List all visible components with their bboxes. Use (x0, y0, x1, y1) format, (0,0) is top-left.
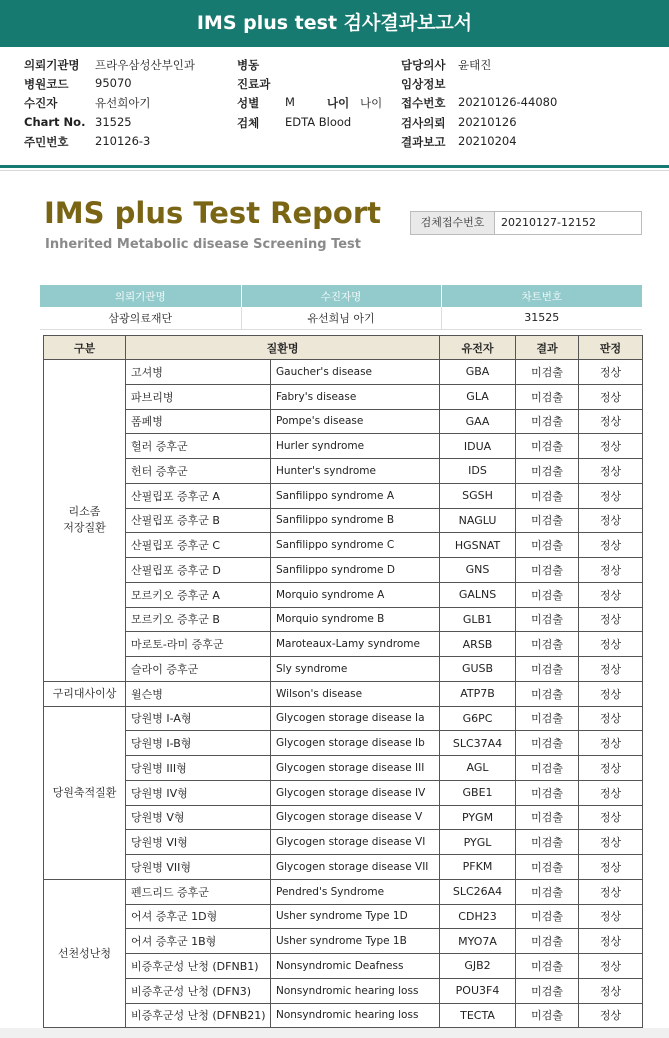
request-date-value: 20210126 (458, 115, 517, 129)
ward-label: 병동 (237, 58, 260, 72)
disease-korean-cell: 당원병 V형 (126, 805, 271, 830)
gene-cell: SGSH (440, 483, 516, 508)
specimen-value: EDTA Blood (285, 115, 352, 129)
result-cell: 미검출 (516, 434, 579, 459)
table-row (44, 558, 643, 583)
col-header-gene: 유전자 (440, 336, 516, 360)
table-row (44, 904, 643, 929)
table-row (44, 731, 643, 756)
info-value-hospital: 삼광의료재단 (40, 307, 241, 329)
result-cell: 미검출 (516, 409, 579, 434)
disease-korean-cell: 윌슨병 (126, 681, 271, 706)
disease-english-cell: Glycogen storage disease III (271, 756, 440, 781)
gene-cell: HGSNAT (440, 533, 516, 558)
result-cell: 미검출 (516, 706, 579, 731)
age-value: 나이 (360, 96, 383, 110)
disease-english-cell: Gaucher's disease (271, 360, 440, 385)
judgement-cell: 정상 (579, 434, 643, 459)
result-cell: 미검출 (516, 360, 579, 385)
gene-cell: GJB2 (440, 954, 516, 979)
disease-english-cell: Glycogen storage disease V (271, 805, 440, 830)
disease-korean-cell: 산필립포 증후군 A (126, 483, 271, 508)
table-row (44, 384, 643, 409)
gene-cell: PYGL (440, 830, 516, 855)
requester-info-table (40, 285, 642, 330)
table-row (44, 805, 643, 830)
sex-value: M (285, 95, 295, 109)
gene-cell: MYO7A (440, 929, 516, 954)
judgement-cell: 정상 (579, 384, 643, 409)
specimen-receipt-box (410, 211, 642, 235)
disease-korean-cell: 슬라이 증후군 (126, 657, 271, 682)
result-cell: 미검출 (516, 657, 579, 682)
judgement-cell: 정상 (579, 459, 643, 484)
gene-cell: ATP7B (440, 681, 516, 706)
result-cell: 미검출 (516, 978, 579, 1003)
judgement-cell: 정상 (579, 508, 643, 533)
result-cell: 미검출 (516, 459, 579, 484)
page-bottom-edge (0, 1028, 669, 1038)
info-header-hospital: 의뢰기관명 (40, 285, 241, 307)
table-row (44, 929, 643, 954)
gene-cell: IDUA (440, 434, 516, 459)
table-row (44, 780, 643, 805)
disease-korean-cell: 고셔병 (126, 360, 271, 385)
hospital-code-value: 95070 (95, 76, 132, 90)
category-cell: 선천성난청 (44, 879, 126, 1028)
col-header-category: 구분 (44, 336, 126, 360)
hospital-code-label: 병원코드 (24, 77, 69, 91)
disease-korean-cell: 헌터 증후군 (126, 459, 271, 484)
disease-korean-cell: 당원병 IV형 (126, 780, 271, 805)
result-cell: 미검출 (516, 508, 579, 533)
hospital-label: 의뢰기관명 (24, 58, 80, 72)
judgement-cell: 정상 (579, 756, 643, 781)
report-subtitle: Inherited Metabolic disease Screening Test (45, 237, 362, 252)
result-cell: 미검출 (516, 879, 579, 904)
table-row (44, 360, 643, 385)
receipt-no-label: 접수번호 (401, 96, 446, 110)
disease-english-cell: Sanfilippo syndrome C (271, 533, 440, 558)
disease-english-cell: Morquio syndrome B (271, 607, 440, 632)
result-cell: 미검출 (516, 632, 579, 657)
result-cell: 미검출 (516, 805, 579, 830)
disease-korean-cell: 당원병 VI형 (126, 830, 271, 855)
judgement-cell: 정상 (579, 879, 643, 904)
judgement-cell: 정상 (579, 360, 643, 385)
judgement-cell: 정상 (579, 607, 643, 632)
result-cell: 미검출 (516, 384, 579, 409)
result-cell: 미검출 (516, 731, 579, 756)
disease-english-cell: Sanfilippo syndrome D (271, 558, 440, 583)
result-cell: 미검출 (516, 929, 579, 954)
disease-korean-cell: 모르키오 증후군 B (126, 607, 271, 632)
chart-no-label: Chart No. (24, 115, 86, 129)
table-row (44, 830, 643, 855)
table-row (44, 459, 643, 484)
judgement-cell: 정상 (579, 855, 643, 880)
gene-cell: GUSB (440, 657, 516, 682)
clinical-info-label: 임상정보 (401, 77, 446, 91)
patient-label: 수진자 (24, 96, 58, 110)
info-header-patient: 수진자명 (241, 285, 441, 307)
table-row (44, 657, 643, 682)
judgement-cell: 정상 (579, 533, 643, 558)
judgement-cell: 정상 (579, 978, 643, 1003)
judgement-cell: 정상 (579, 632, 643, 657)
table-row (44, 434, 643, 459)
table-row (44, 483, 643, 508)
result-cell: 미검출 (516, 483, 579, 508)
age-label: 나이 (327, 96, 350, 110)
gene-cell: GAA (440, 409, 516, 434)
category-cell: 당원축적질환 (44, 706, 126, 879)
result-cell: 미검출 (516, 582, 579, 607)
judgement-cell: 정상 (579, 929, 643, 954)
receipt-no-value: 20210126-44080 (458, 95, 558, 109)
disease-english-cell: Pompe's disease (271, 409, 440, 434)
report-date-label: 결과보고 (401, 135, 446, 149)
specimen-receipt-label: 검체접수번호 (411, 212, 495, 234)
judgement-cell: 정상 (579, 681, 643, 706)
gene-cell: GBA (440, 360, 516, 385)
department-label: 진료과 (237, 77, 271, 91)
disease-english-cell: Sanfilippo syndrome B (271, 508, 440, 533)
table-row (44, 582, 643, 607)
disease-korean-cell: 비증후군성 난청 (DFN3) (126, 978, 271, 1003)
chart-no-value: 31525 (95, 115, 132, 129)
gene-cell: NAGLU (440, 508, 516, 533)
disease-korean-cell: 산필립포 증후군 C (126, 533, 271, 558)
judgement-cell: 정상 (579, 1003, 643, 1028)
info-value-chart: 31525 (441, 307, 642, 329)
gene-cell: PFKM (440, 855, 516, 880)
result-cell: 미검출 (516, 607, 579, 632)
gene-cell: GALNS (440, 582, 516, 607)
disease-korean-cell: 폼페병 (126, 409, 271, 434)
disease-english-cell: Hurler syndrome (271, 434, 440, 459)
gene-cell: IDS (440, 459, 516, 484)
disease-english-cell: Hunter's syndrome (271, 459, 440, 484)
disease-korean-cell: 어셔 증후군 1B형 (126, 929, 271, 954)
judgement-cell: 정상 (579, 805, 643, 830)
judgement-cell: 정상 (579, 954, 643, 979)
gene-cell: ARSB (440, 632, 516, 657)
disease-korean-cell: 모르키오 증후군 A (126, 582, 271, 607)
gene-cell: PYGM (440, 805, 516, 830)
disease-korean-cell: 비증후군성 난청 (DFNB21) (126, 1003, 271, 1028)
table-row (44, 681, 643, 706)
doctor-value: 윤태진 (458, 58, 492, 72)
table-row (44, 855, 643, 880)
resident-no-label: 주민번호 (24, 135, 69, 149)
judgement-cell: 정상 (579, 904, 643, 929)
gene-cell: GNS (440, 558, 516, 583)
judgement-cell: 정상 (579, 830, 643, 855)
gene-cell: TECTA (440, 1003, 516, 1028)
judgement-cell: 정상 (579, 706, 643, 731)
judgement-cell: 정상 (579, 483, 643, 508)
result-cell: 미검출 (516, 558, 579, 583)
table-row (44, 1003, 643, 1028)
report-banner-title: IMS plus test 검사결과보고서 (0, 0, 669, 47)
disease-english-cell: Glycogen storage disease VII (271, 855, 440, 880)
gene-cell: GLB1 (440, 607, 516, 632)
header-divider-thin (0, 170, 669, 171)
disease-korean-cell: 마로토-라미 증후군 (126, 632, 271, 657)
result-cell: 미검출 (516, 780, 579, 805)
disease-english-cell: Fabry's disease (271, 384, 440, 409)
disease-english-cell: Sly syndrome (271, 657, 440, 682)
judgement-cell: 정상 (579, 409, 643, 434)
disease-english-cell: Nonsyndromic hearing loss (271, 1003, 440, 1028)
col-header-judgement: 판정 (579, 336, 643, 360)
table-row (44, 756, 643, 781)
gene-cell: CDH23 (440, 904, 516, 929)
gene-cell: POU3F4 (440, 978, 516, 1003)
disease-english-cell: Usher syndrome Type 1D (271, 904, 440, 929)
judgement-cell: 정상 (579, 558, 643, 583)
disease-english-cell: Glycogen storage disease Ia (271, 706, 440, 731)
disease-korean-cell: 당원병 I-B형 (126, 731, 271, 756)
disease-english-cell: Sanfilippo syndrome A (271, 483, 440, 508)
hospital-value: 프라우삼성산부인과 (95, 58, 195, 72)
disease-english-cell: Maroteaux-Lamy syndrome (271, 632, 440, 657)
disease-korean-cell: 비증후군성 난청 (DFNB1) (126, 954, 271, 979)
disease-korean-cell: 헐러 증후군 (126, 434, 271, 459)
judgement-cell: 정상 (579, 657, 643, 682)
disease-korean-cell: 당원병 I-A형 (126, 706, 271, 731)
disease-korean-cell: 파브리병 (126, 384, 271, 409)
report-title: IMS plus Test Report (44, 196, 381, 230)
resident-no-value: 210126-3 (95, 134, 151, 148)
table-row (44, 879, 643, 904)
disease-english-cell: Nonsyndromic Deafness (271, 954, 440, 979)
disease-korean-cell: 어셔 증후군 1D형 (126, 904, 271, 929)
disease-english-cell: Glycogen storage disease VI (271, 830, 440, 855)
table-row (44, 632, 643, 657)
table-row (44, 508, 643, 533)
disease-english-cell: Morquio syndrome A (271, 582, 440, 607)
specimen-label: 검체 (237, 116, 260, 130)
disease-korean-cell: 산필립포 증후군 D (126, 558, 271, 583)
col-header-result: 결과 (516, 336, 579, 360)
disease-english-cell: Nonsyndromic hearing loss (271, 978, 440, 1003)
gene-cell: G6PC (440, 706, 516, 731)
disease-korean-cell: 당원병 III형 (126, 756, 271, 781)
judgement-cell: 정상 (579, 582, 643, 607)
disease-english-cell: Pendred's Syndrome (271, 879, 440, 904)
result-cell: 미검출 (516, 756, 579, 781)
info-value-patient: 유선희님 아기 (241, 307, 441, 329)
sex-label: 성별 (237, 96, 260, 110)
screening-results-table (43, 335, 643, 1028)
specimen-receipt-value: 20210127-12152 (501, 216, 596, 229)
result-cell: 미검출 (516, 533, 579, 558)
info-header-chart: 차트번호 (441, 285, 642, 307)
table-row (44, 533, 643, 558)
disease-english-cell: Glycogen storage disease Ib (271, 731, 440, 756)
table-row (44, 409, 643, 434)
gene-cell: GLA (440, 384, 516, 409)
report-date-value: 20210204 (458, 134, 517, 148)
result-cell: 미검출 (516, 954, 579, 979)
result-cell: 미검출 (516, 855, 579, 880)
result-cell: 미검출 (516, 904, 579, 929)
disease-korean-cell: 펜드리드 증후군 (126, 879, 271, 904)
category-cell: 구리대사이상 (44, 681, 126, 706)
disease-korean-cell: 산필립포 증후군 B (126, 508, 271, 533)
patient-value: 유선희아기 (95, 96, 151, 110)
gene-cell: AGL (440, 756, 516, 781)
gene-cell: GBE1 (440, 780, 516, 805)
request-date-label: 검사의뢰 (401, 116, 446, 130)
gene-cell: SLC26A4 (440, 879, 516, 904)
disease-korean-cell: 당원병 VII형 (126, 855, 271, 880)
patient-header (0, 55, 669, 161)
col-header-disease: 질환명 (126, 336, 440, 360)
result-cell: 미검출 (516, 1003, 579, 1028)
category-cell: 리소좀 저장질환 (44, 360, 126, 682)
disease-english-cell: Wilson's disease (271, 681, 440, 706)
table-row (44, 978, 643, 1003)
judgement-cell: 정상 (579, 731, 643, 756)
table-row (44, 706, 643, 731)
disease-english-cell: Usher syndrome Type 1B (271, 929, 440, 954)
table-row (44, 954, 643, 979)
result-cell: 미검출 (516, 830, 579, 855)
judgement-cell: 정상 (579, 780, 643, 805)
result-cell: 미검출 (516, 681, 579, 706)
gene-cell: SLC37A4 (440, 731, 516, 756)
header-divider (0, 165, 669, 168)
table-row (44, 607, 643, 632)
doctor-label: 담당의사 (401, 58, 446, 72)
disease-english-cell: Glycogen storage disease IV (271, 780, 440, 805)
